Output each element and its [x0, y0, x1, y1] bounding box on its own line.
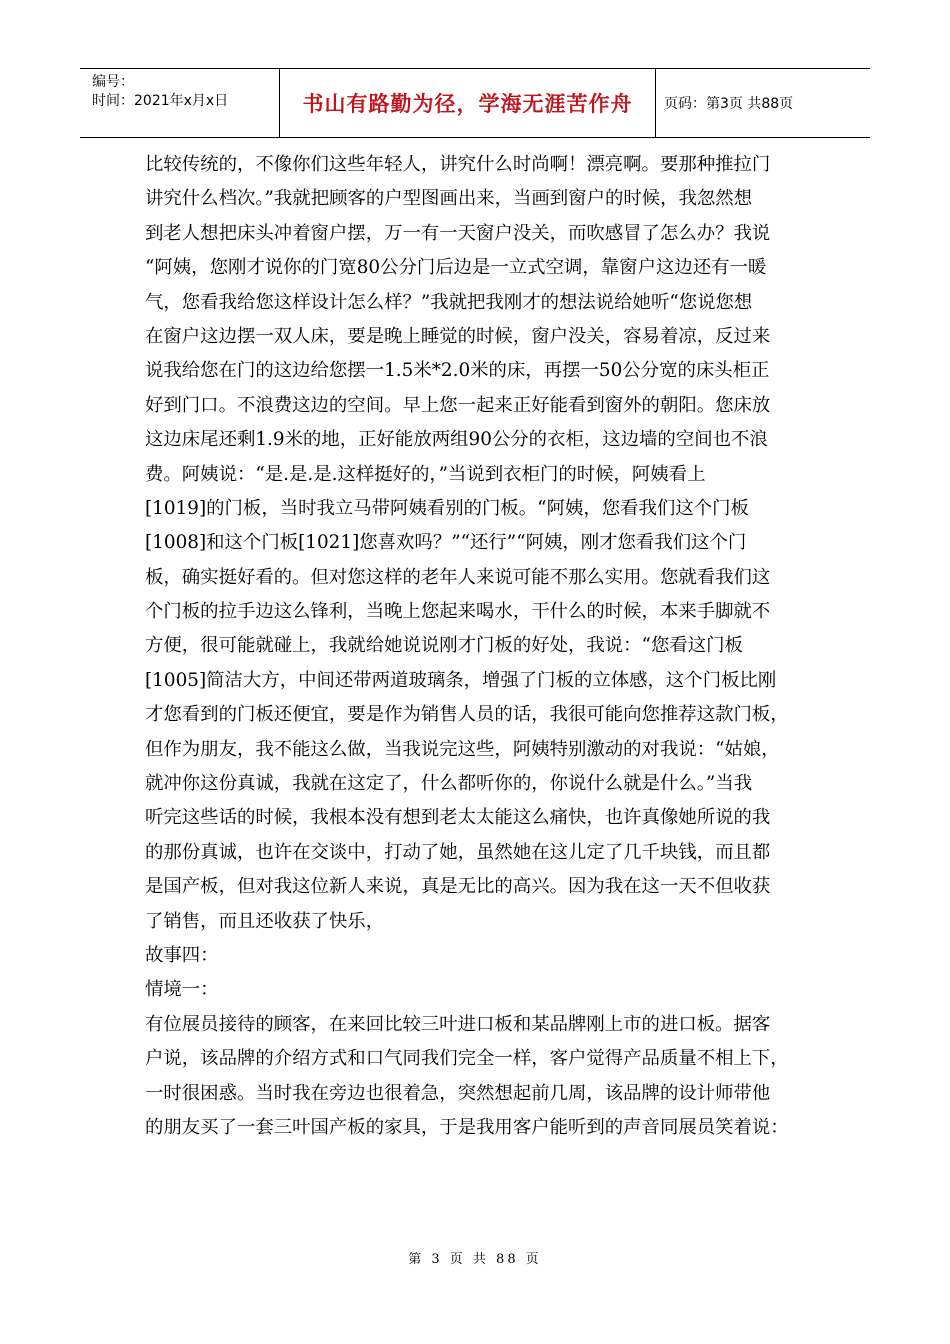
text-line: 有位展员接待的顾客，在来回比较三叶进口板和某品牌刚上市的进口板。据客	[145, 1013, 771, 1035]
text-line: 是国产板，但对我这位新人来说，真是无比的高兴。因为我在这一天不但收获	[145, 876, 771, 898]
header-page-label: 页码：第3页 共88页	[664, 96, 794, 112]
text-line: 听完这些话的时候，我根本没有想到老太太能这么痛快，也许真像她所说的我	[145, 807, 771, 829]
text-line: 情境一：	[145, 979, 219, 1001]
document-body	[145, 148, 813, 1145]
footer-page-number: 第 3 页 共 88 页	[408, 1252, 542, 1267]
header-page-info	[656, 69, 870, 137]
text-line: 个门板的拉手边这么锋利，当晚上您起来喝水，干什么的时候，本来手脚就不	[145, 601, 771, 623]
text-line: 气，您看我给您这样设计怎么样？”我就把我刚才的想法说给她听“您说您想	[145, 291, 753, 313]
text-line: 的朋友买了一套三叶国产板的家具，于是我用客户能听到的声音同展员笑着说：	[145, 1116, 789, 1138]
text-line: [1005]简洁大方，中间还带两道玻璃条，增强了门板的立体感，这个门板比刚	[145, 669, 777, 691]
doc-number-label: 编号：	[92, 74, 134, 90]
text-line: 一时很困惑。当时我在旁边也很着急，突然想起前几周，该品牌的设计师带他	[145, 1082, 771, 1104]
text-line: 费。阿姨说：“是.是.是.这样挺好的，”当说到衣柜门的时候，阿姨看上	[145, 463, 706, 485]
text-line: 板，确实挺好看的。但对您这样的老年人来说可能不那么实用。您就看我们这	[145, 566, 771, 588]
text-line: [1019]的门板，当时我立马带阿姨看别的门板。“阿姨，您看我们这个门板	[145, 497, 749, 519]
text-line: 说我给您在门的这边给您摆一1.5米*2.0米的床，再摆一50公分宽的床头柜正	[145, 360, 770, 382]
text-line: 方便，很可能就碰上，我就给她说说刚才门板的好处，我说：“您看这门板	[145, 635, 743, 657]
text-line: [1008]和这个门板[1021]您喜欢吗？”“还行”“阿姨，刚才您看我们这个门	[145, 532, 747, 554]
text-line: 的那份真诚，也许在交谈中，打动了她，虽然她在这儿定了几千块钱，而且都	[145, 841, 771, 863]
text-line: 户说，该品牌的介绍方式和口气同我们完全一样，客户觉得产品质量不相上下，	[145, 1048, 789, 1070]
text-line: 到老人想把床头冲着窗户摆，万一有一天窗户没关，而吹感冒了怎么办？我说	[145, 222, 771, 244]
text-line: 就冲你这份真诚，我就在这定了，什么都听你的，你说什么就是什么。”当我	[145, 773, 753, 795]
header-motto: 书山有路勤为径，学海无涯苦作舟	[302, 92, 633, 116]
header-meta	[80, 69, 280, 137]
text-line: “阿姨，您刚才说你的门宽80公分门后边是一立式空调，靠窗户这边还有一暖	[145, 257, 767, 279]
text-line: 这边床尾还剩1.9米的地，正好能放两组90公分的衣柜，这边墙的空间也不浪	[145, 429, 768, 451]
doc-date-label: 时间：2021年x月x日	[92, 93, 229, 109]
text-line: 比较传统的，不像你们这些年轻人，讲究什么时尚啊！漂亮啊。要那种推拉门	[145, 154, 771, 175]
text-line: 讲究什么档次。”我就把顾客的户型图画出来，当画到窗户的时候，我忽然想	[145, 188, 753, 210]
page-header	[80, 68, 870, 138]
text-line: 但作为朋友，我不能这么做，当我说完这些，阿姨特别激动的对我说：“姑娘，	[145, 738, 780, 760]
header-motto-cell	[280, 69, 656, 137]
text-line: 故事四：	[145, 944, 219, 966]
page-footer	[0, 1248, 950, 1267]
text-line: 好到门口。不浪费这边的空间。早上您一起来正好能看到窗外的朝阳。您床放	[145, 394, 771, 416]
text-line: 在窗户这边摆一双人床，要是晚上睡觉的时候，窗户没关，容易着凉，反过来	[145, 325, 771, 347]
text-line: 了销售，而且还收获了快乐，	[145, 910, 385, 932]
text-line: 才您看到的门板还便宜，要是作为销售人员的话，我很可能向您推荐这款门板，	[145, 704, 789, 726]
